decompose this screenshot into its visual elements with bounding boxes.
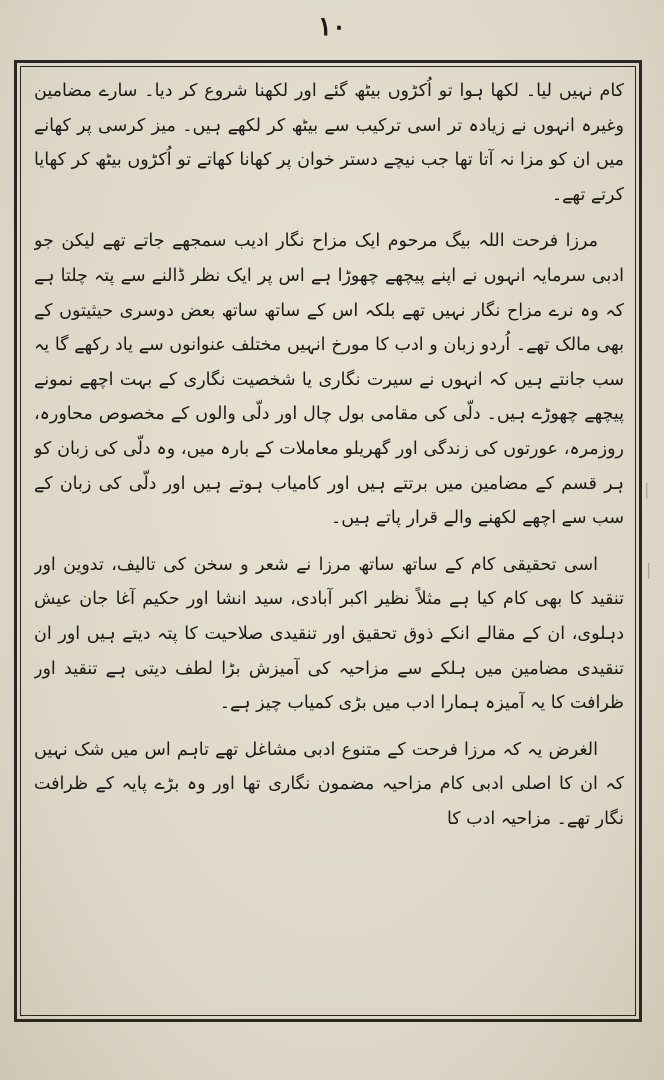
paragraph: مرزا فرحت اللہ بیگ مرحوم ایک مزاح نگار ادیب سمجھے جاتے تھے لیکن جو ادبی سرمایہ انہوں نے اپنے پیچھے چھوڑا ہے اس پر ایک نظر ڈالنے سے پتہ چلتا ہے کہ وہ نرے مزاح نگار نہیں تھے بلکہ اس کے ساتھ ساتھ بعض دوسری حیثیتوں کے بھی مالک تھے۔ اُردو زبان و ادب کا مورخ انہیں مختلف عنوانوں سے یاد رکھے گا یہ سب جانتے ہیں کہ انہوں نے سیرت نگاری یا شخصیت نگاری کے بہت اچھے نمونے پیچھے چھوڑے ہیں۔ دلّی کی مقامی بول چال اور دلّی والوں کے مخصوص محاورہ، روزمرہ، عورتوں کی زندگی اور گھریلو معاملات کے بارہ میں، وہ دلّی کی زبان کو ہر قسم کے مضامین میں برتتے ہیں اور کامیاب ہوتے ہیں اور دلّی کی زبان کے سب سے اچھے لکھنے والے قرار پاتے ہیں۔: [34, 231, 624, 529]
paragraph: الغرض یہ کہ مرزا فرحت کے متنوع ادبی مشاغل تھے تاہم اس میں شک نہیں کہ ان کا اصلی ادبی کام مزاحیہ مضمون نگاری تھا اور وہ بڑے پایہ کے ظرافت نگار تھے۔ مزاحیہ ادب کا: [34, 739, 624, 829]
page-number: ۱۰: [318, 12, 346, 42]
margin-mark: |: [646, 560, 652, 579]
margin-mark: |: [644, 480, 650, 499]
body-text: [34, 74, 624, 1004]
paragraph: اسی تحقیقی کام کے ساتھ ساتھ مرزا نے شعر و سخن کی تالیف، تدوین اور تنقید کا بھی کام کیا ہے مثلاً نظیر اکبر آبادی، سید انشا اور حکیم آغا جان عیش دہلوی، ان کے مقالے انکے ذوق تحقیق اور تنقیدی صلاحیت کا پتہ دیتے ہیں اور ان تنقیدی مضامین میں ہلکے سے مزاحیہ کی آمیزش بڑا لطف دیتی ہے تنقید اور ظرافت کا یہ آمیزہ ہمارا ادب میں بڑی کمیاب چیز ہے۔: [34, 554, 624, 714]
paragraph: کام نہیں لیا۔ لکھا ہوا تو اُکڑوں بیٹھ گئے اور لکھنا شروع کر دیا۔ سارے مضامین وغیرہ انہوں نے زیادہ تر اسی ترکیب سے بیٹھ کر لکھے ہیں۔ میز کرسی پر کھانے میں ان کو مزا نہ آتا تھا جب نیچے دستر خوان پر کھانا کھاتے تو اُکڑوں بیٹھ کر کھایا کرتے تھے۔: [34, 81, 624, 205]
